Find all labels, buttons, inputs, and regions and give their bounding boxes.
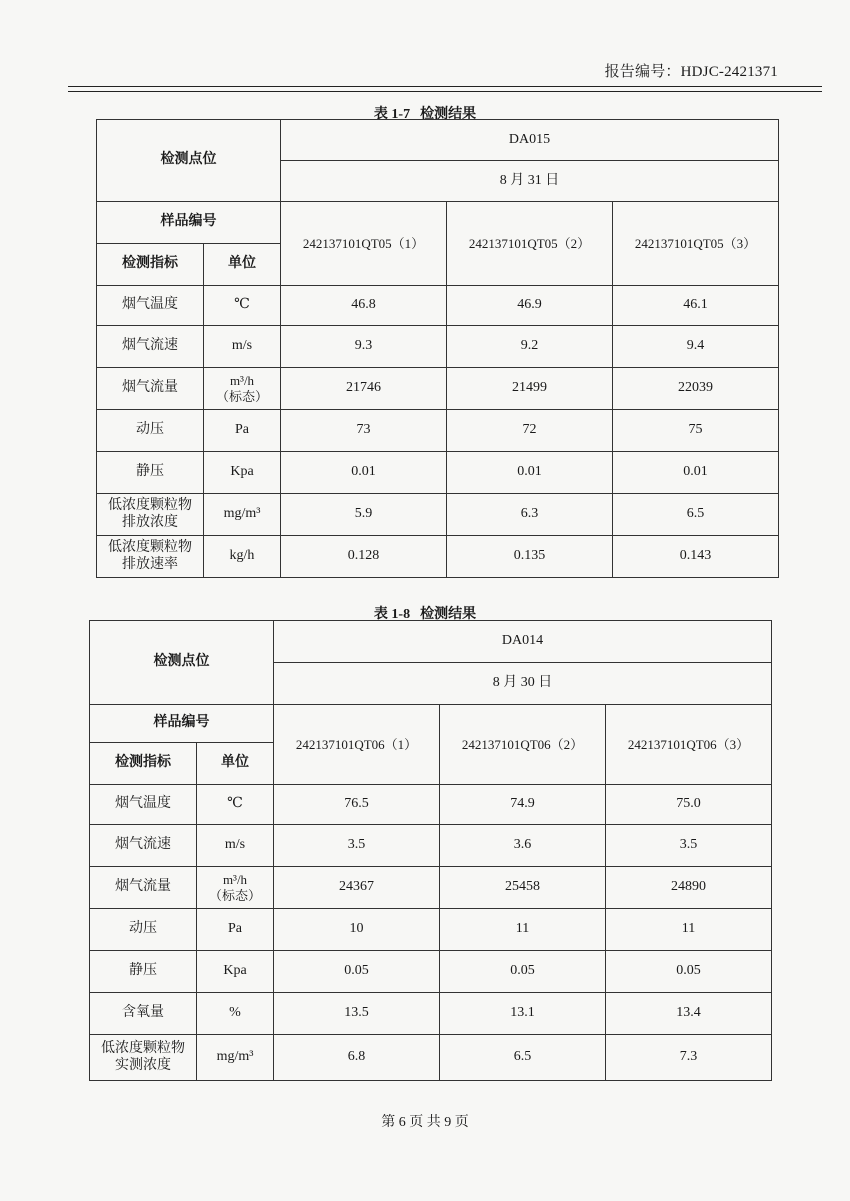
indicator-unit: Kpa xyxy=(197,951,274,993)
value-cell: 46.9 xyxy=(447,286,613,326)
sample-label: 样品编号 xyxy=(90,705,274,743)
sample-id: 242137101QT05（1） xyxy=(281,202,447,286)
table-row xyxy=(97,536,779,578)
value-cell: 9.3 xyxy=(281,326,447,368)
value-cell: 76.5 xyxy=(274,785,440,825)
indicator-unit: m/s xyxy=(197,825,274,867)
value-cell: 7.3 xyxy=(606,1035,772,1081)
indicator-unit: m/s xyxy=(204,326,281,368)
table-row xyxy=(97,410,779,452)
point-label: 检测点位 xyxy=(90,621,274,705)
table-row xyxy=(90,1035,772,1081)
unit-label: 单位 xyxy=(204,244,281,286)
value-cell: 6.5 xyxy=(440,1035,606,1081)
value-cell: 75.0 xyxy=(606,785,772,825)
caption-number: 表 1-8 xyxy=(373,607,411,622)
value-cell: 3.5 xyxy=(274,825,440,867)
table-row xyxy=(97,368,779,410)
sample-id: 242137101QT05（2） xyxy=(447,202,613,286)
value-cell: 10 xyxy=(274,909,440,951)
value-cell: 3.5 xyxy=(606,825,772,867)
indicator-name: 动压 xyxy=(97,410,204,452)
indicator-name: 低浓度颗粒物 排放浓度 xyxy=(97,494,204,536)
indicator-name: 静压 xyxy=(97,452,204,494)
indicator-unit: m³/h （标态） xyxy=(204,368,281,410)
indicator-name: 烟气温度 xyxy=(97,286,204,326)
header-rule xyxy=(68,86,822,87)
value-cell: 25458 xyxy=(440,867,606,909)
value-cell: 6.3 xyxy=(447,494,613,536)
point-value: DA014 xyxy=(274,621,772,663)
value-cell: 0.01 xyxy=(281,452,447,494)
caption-title: 检测结果 xyxy=(420,607,477,622)
sample-id: 242137101QT06（1） xyxy=(274,705,440,785)
value-cell: 11 xyxy=(440,909,606,951)
value-cell: 73 xyxy=(281,410,447,452)
table-row xyxy=(90,951,772,993)
results-table-1-7 xyxy=(96,119,779,578)
value-cell: 0.135 xyxy=(447,536,613,578)
table-row xyxy=(90,909,772,951)
indicator-unit: Kpa xyxy=(204,452,281,494)
value-cell: 21499 xyxy=(447,368,613,410)
table-row xyxy=(90,867,772,909)
indicator-name: 烟气温度 xyxy=(90,785,197,825)
indicator-unit: Pa xyxy=(204,410,281,452)
indicator-unit: mg/m³ xyxy=(204,494,281,536)
indicator-name: 动压 xyxy=(90,909,197,951)
indicator-name: 烟气流量 xyxy=(90,867,197,909)
indicator-label: 检测指标 xyxy=(90,743,197,785)
table-row xyxy=(97,286,779,326)
point-label: 检测点位 xyxy=(97,120,281,202)
indicator-name: 烟气流速 xyxy=(97,326,204,368)
value-cell: 74.9 xyxy=(440,785,606,825)
sample-label: 样品编号 xyxy=(97,202,281,244)
unit-label: 单位 xyxy=(197,743,274,785)
indicator-name: 烟气流量 xyxy=(97,368,204,410)
value-cell: 0.143 xyxy=(613,536,779,578)
value-cell: 13.5 xyxy=(274,993,440,1035)
value-cell: 46.1 xyxy=(613,286,779,326)
value-cell: 13.4 xyxy=(606,993,772,1035)
indicator-unit: % xyxy=(197,993,274,1035)
indicator-unit: ℃ xyxy=(197,785,274,825)
value-cell: 9.4 xyxy=(613,326,779,368)
indicator-unit: mg/m³ xyxy=(197,1035,274,1081)
indicator-label: 检测指标 xyxy=(97,244,204,286)
value-cell: 0.128 xyxy=(281,536,447,578)
value-cell: 9.2 xyxy=(447,326,613,368)
indicator-unit: m³/h （标态） xyxy=(197,867,274,909)
value-cell: 6.8 xyxy=(274,1035,440,1081)
value-cell: 24890 xyxy=(606,867,772,909)
value-cell: 0.05 xyxy=(274,951,440,993)
table-row xyxy=(90,785,772,825)
date-value: 8 月 30 日 xyxy=(274,663,772,705)
value-cell: 0.05 xyxy=(440,951,606,993)
value-cell: 21746 xyxy=(281,368,447,410)
caption-title: 检测结果 xyxy=(420,107,477,122)
sample-id: 242137101QT06（3） xyxy=(606,705,772,785)
value-cell: 0.01 xyxy=(613,452,779,494)
value-cell: 0.01 xyxy=(447,452,613,494)
page-footer: 第 6 页 共 9 页 xyxy=(381,1115,469,1130)
value-cell: 3.6 xyxy=(440,825,606,867)
value-cell: 6.5 xyxy=(613,494,779,536)
value-cell: 11 xyxy=(606,909,772,951)
indicator-name: 低浓度颗粒物 排放速率 xyxy=(97,536,204,578)
value-cell: 0.05 xyxy=(606,951,772,993)
point-value: DA015 xyxy=(281,120,779,161)
value-cell: 72 xyxy=(447,410,613,452)
table-row xyxy=(90,825,772,867)
report-number: 报告编号：HDJC-2421371 xyxy=(604,64,778,80)
value-cell: 5.9 xyxy=(281,494,447,536)
value-cell: 24367 xyxy=(274,867,440,909)
table-row xyxy=(97,326,779,368)
results-table-1-8 xyxy=(89,620,772,1081)
indicator-unit: Pa xyxy=(197,909,274,951)
indicator-unit: kg/h xyxy=(204,536,281,578)
indicator-name: 低浓度颗粒物 实测浓度 xyxy=(90,1035,197,1081)
sample-id: 242137101QT06（2） xyxy=(440,705,606,785)
sample-id: 242137101QT05（3） xyxy=(613,202,779,286)
table-row xyxy=(97,494,779,536)
header-rule-thin xyxy=(68,91,822,92)
caption-number: 表 1-7 xyxy=(373,107,411,122)
indicator-name: 含氧量 xyxy=(90,993,197,1035)
value-cell: 75 xyxy=(613,410,779,452)
value-cell: 22039 xyxy=(613,368,779,410)
value-cell: 13.1 xyxy=(440,993,606,1035)
date-value: 8 月 31 日 xyxy=(281,161,779,202)
table-row xyxy=(90,993,772,1035)
indicator-name: 烟气流速 xyxy=(90,825,197,867)
indicator-name: 静压 xyxy=(90,951,197,993)
indicator-unit: ℃ xyxy=(204,286,281,326)
table-row xyxy=(97,452,779,494)
value-cell: 46.8 xyxy=(281,286,447,326)
